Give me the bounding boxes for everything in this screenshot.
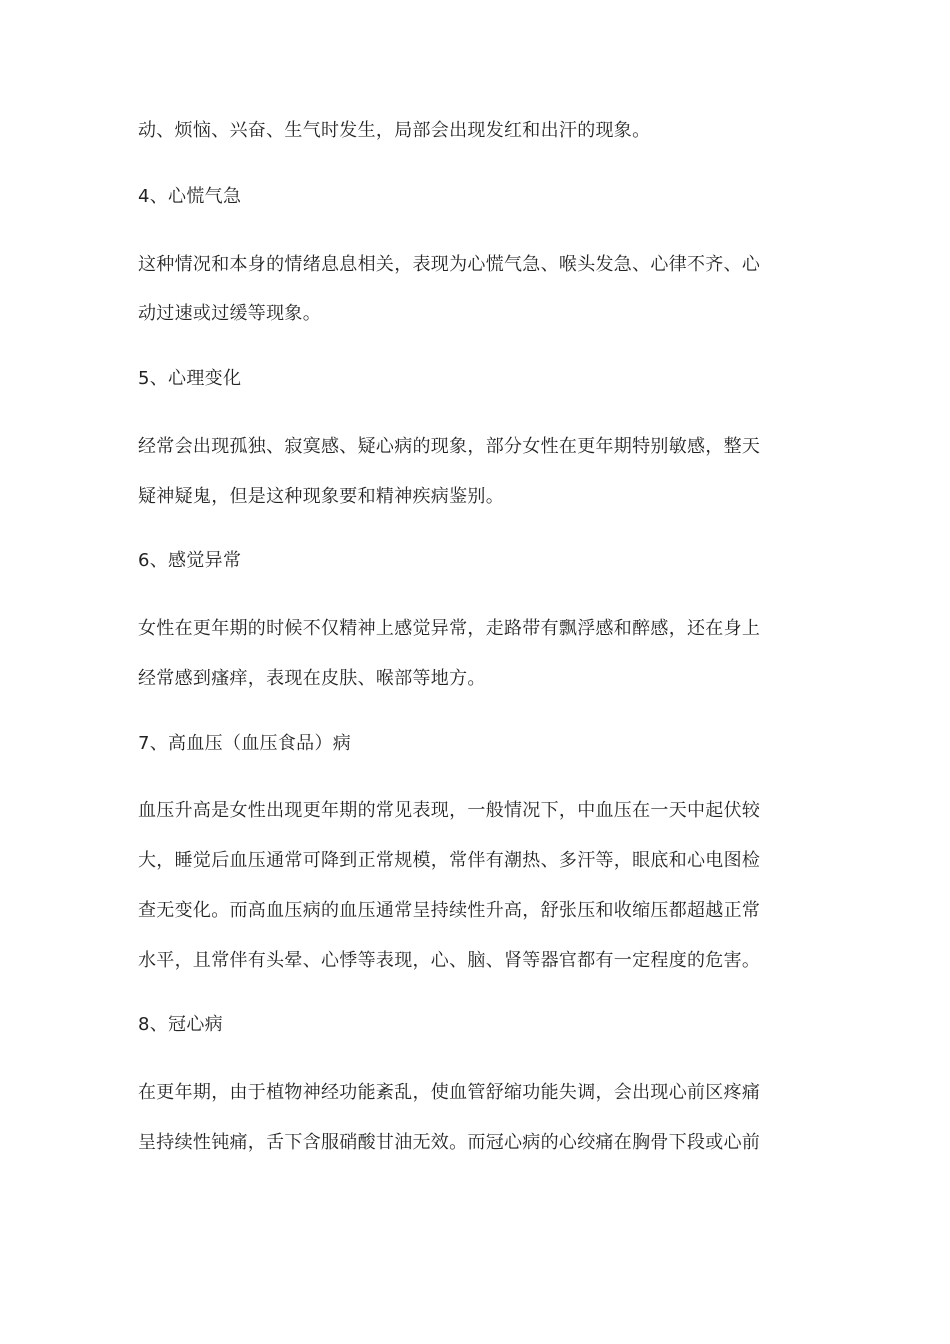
paragraph-line: 水平，且常伴有头晕、心悸等表现，心、脑、肾等器官都有一定程度的危害。 bbox=[138, 950, 761, 971]
paragraph-line: 女性在更年期的时候不仅精神上感觉异常，走路带有飘浮感和醉感，还在身上 bbox=[138, 618, 761, 639]
section-heading: 8、冠心病 bbox=[138, 1014, 223, 1035]
paragraph-line: 血压升高是女性出现更年期的常见表现，一般情况下，中血压在一天中起伏较 bbox=[138, 800, 761, 821]
section-heading: 5、心理变化 bbox=[138, 368, 242, 389]
paragraph-line: 呈持续性钝痛，舌下含服硝酸甘油无效。而冠心病的心绞痛在胸骨下段或心前 bbox=[138, 1132, 761, 1153]
section-heading: 7、高血压（血压食品）病 bbox=[138, 733, 352, 754]
paragraph-line: 经常感到瘙痒，表现在皮肤、喉部等地方。 bbox=[138, 668, 486, 689]
paragraph-line: 这种情况和本身的情绪息息相关，表现为心慌气急、喉头发急、心律不齐、心 bbox=[138, 254, 761, 275]
paragraph-line: 动、烦恼、兴奋、生气时发生，局部会出现发红和出汗的现象。 bbox=[138, 120, 651, 141]
paragraph-line: 动过速或过缓等现象。 bbox=[138, 303, 321, 324]
paragraph-line: 疑神疑鬼，但是这种现象要和精神疾病鉴别。 bbox=[138, 486, 504, 507]
section-heading: 6、感觉异常 bbox=[138, 550, 242, 571]
paragraph-line: 经常会出现孤独、寂寞感、疑心病的现象，部分女性在更年期特别敏感，整天 bbox=[138, 436, 761, 457]
paragraph-line: 查无变化。而高血压病的血压通常呈持续性升高，舒张压和收缩压都超越正常 bbox=[138, 900, 761, 921]
paragraph-line: 大，睡觉后血压通常可降到正常规模，常伴有潮热、多汗等，眼底和心电图检 bbox=[138, 850, 761, 871]
paragraph-line: 在更年期，由于植物神经功能紊乱，使血管舒缩功能失调，会出现心前区疼痛 bbox=[138, 1082, 761, 1103]
section-heading: 4、心慌气急 bbox=[138, 186, 242, 207]
